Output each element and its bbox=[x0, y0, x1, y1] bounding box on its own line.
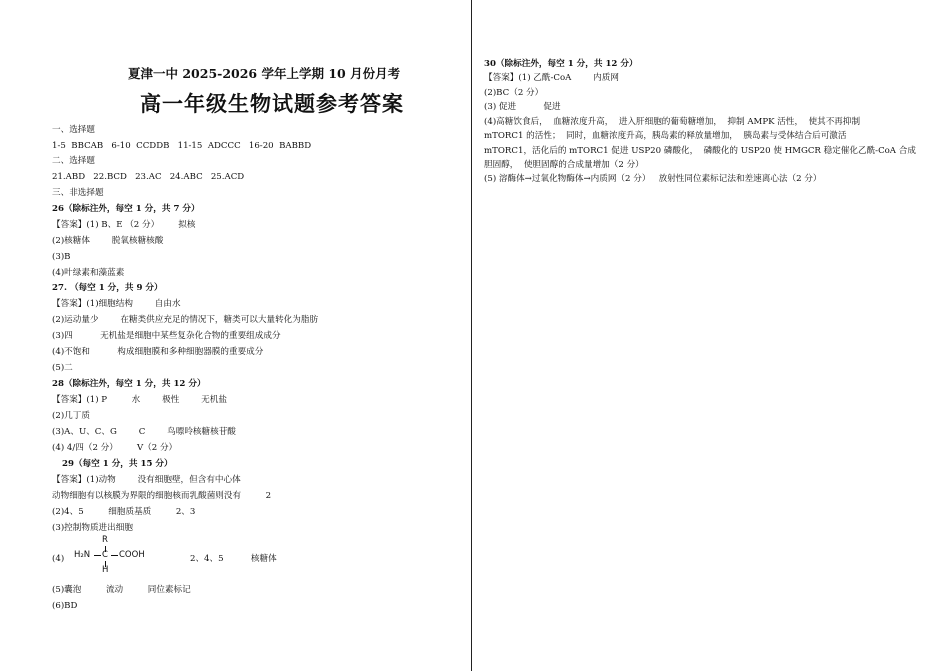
formula-amino-group: H₂N bbox=[74, 550, 91, 560]
q30-line-6: mTORC1，活化后的 mTORC1 促进 USP20 磷酸化， 磷酸化的 USP20 使 HMGCR 稳定催化乙酰-CoA 合成 bbox=[484, 146, 916, 156]
q30-line-7: 胆固醇， 使胆固醇的合成量增加（2 分） bbox=[484, 160, 644, 170]
formula-r-group: R bbox=[102, 535, 108, 545]
q29-line-4: (3)控制物质进出细胞 bbox=[52, 523, 133, 533]
q28-line-1: 【答案】(1) P 水 极性 无机盐 bbox=[52, 395, 227, 405]
formula-central-carbon: C bbox=[102, 550, 108, 560]
q27-line-2: (2)运动量少 在糖类供应充足的情况下，糖类可以大量转化为脂肪 bbox=[52, 315, 319, 325]
q26-line-1: 【答案】(1) B、E （2 分） 拟核 bbox=[52, 220, 196, 230]
q28-title: 28（除标注外，每空 1 分，共 12 分） bbox=[52, 379, 206, 389]
q28-line-3: (3)A、U、C、G C 鸟嘌呤核糖核苷酸 bbox=[52, 427, 236, 437]
q29-line-1: 【答案】(1)动物 没有细胞壁，但含有中心体 bbox=[52, 475, 241, 485]
amino-acid-structural-formula bbox=[74, 536, 154, 576]
q30-line-2: (2)BC（2 分） bbox=[484, 88, 544, 98]
q26-line-3: (3)B bbox=[52, 252, 71, 262]
q30-line-1: 【答案】(1) 乙酰-CoA 内质网 bbox=[484, 73, 619, 83]
formula-hydrogen: H bbox=[102, 565, 109, 575]
formula-bond-left bbox=[94, 555, 101, 556]
q29-line-5-prefix: (4) bbox=[52, 554, 65, 564]
exam-subtitle: 夏津一中 2025-2026 学年上学期 10 月份月考 bbox=[128, 66, 401, 81]
q27-title: 27. （每空 1 分，共 9 分） bbox=[52, 283, 163, 293]
section-1-title: 一、选择题 bbox=[52, 125, 95, 135]
q30-line-4: (4)高糖饮食后， 血糖浓度升高， 进入肝细胞的葡萄糖增加， 抑制 AMPK 活性， 使其不再抑制 bbox=[484, 117, 861, 127]
q28-line-2: (2)几丁质 bbox=[52, 411, 90, 421]
q27-line-3: (3)四 无机盐是细胞中某些复杂化合物的重要组成成分 bbox=[52, 331, 281, 341]
section-2-title: 二、选择题 bbox=[52, 156, 95, 166]
q26-title: 26（除标注外，每空 1 分，共 7 分） bbox=[52, 204, 200, 214]
formula-carboxyl-group: COOH bbox=[119, 550, 145, 560]
section-3-title: 三、非选择题 bbox=[52, 188, 104, 198]
q30-line-8: (5) 溶酶体→过氧化物酶体→内质网（2 分） 放射性同位素标记法和差速离心法（2 分） bbox=[484, 174, 822, 184]
column-divider bbox=[471, 0, 472, 671]
section-1-answers: 1-5 BBCAB 6-10 CCDDB 11-15 ADCCC 16-20 BABBD bbox=[52, 141, 312, 151]
q30-line-5: mTORC1 的活性； 同时，血糖浓度升高，胰岛素的释放量增加， 胰岛素与受体结合后可激活 bbox=[484, 131, 847, 141]
q26-line-2: (2)核糖体 脱氧核糖核酸 bbox=[52, 236, 164, 246]
section-2-answers: 21.ABD 22.BCD 23.AC 24.ABC 25.ACD bbox=[52, 172, 245, 182]
q29-line-5-suffix: 2、4、5 核糖体 bbox=[190, 554, 277, 564]
q29-line-2: 动物细胞有以核膜为界限的细胞核而乳酸菌则没有 2 bbox=[52, 491, 272, 501]
q29-line-7: (6)BD bbox=[52, 601, 78, 611]
q30-title: 30（除标注外，每空 1 分，共 12 分） bbox=[484, 59, 638, 69]
q26-line-4: (4)叶绿素和藻蓝素 bbox=[52, 268, 125, 278]
q30-line-3: (3) 促进 促进 bbox=[484, 102, 561, 112]
q28-line-4: (4) 4/四（2 分） V（2 分） bbox=[52, 443, 178, 453]
q27-line-5: (5)二 bbox=[52, 363, 73, 373]
page-title: 高一年级生物试题参考答案 bbox=[140, 91, 404, 116]
q29-title: 29（每空 1 分，共 15 分） bbox=[62, 459, 173, 469]
q27-line-1: 【答案】(1)细胞结构 自由水 bbox=[52, 299, 181, 309]
q29-line-3: (2)4、5 细胞质基质 2、3 bbox=[52, 507, 196, 517]
q27-line-4: (4)不饱和 构成细胞膜和多种细胞器膜的重要成分 bbox=[52, 347, 264, 357]
q29-line-6: (5)囊泡 流动 同位素标记 bbox=[52, 585, 191, 595]
formula-bond-right bbox=[111, 555, 118, 556]
